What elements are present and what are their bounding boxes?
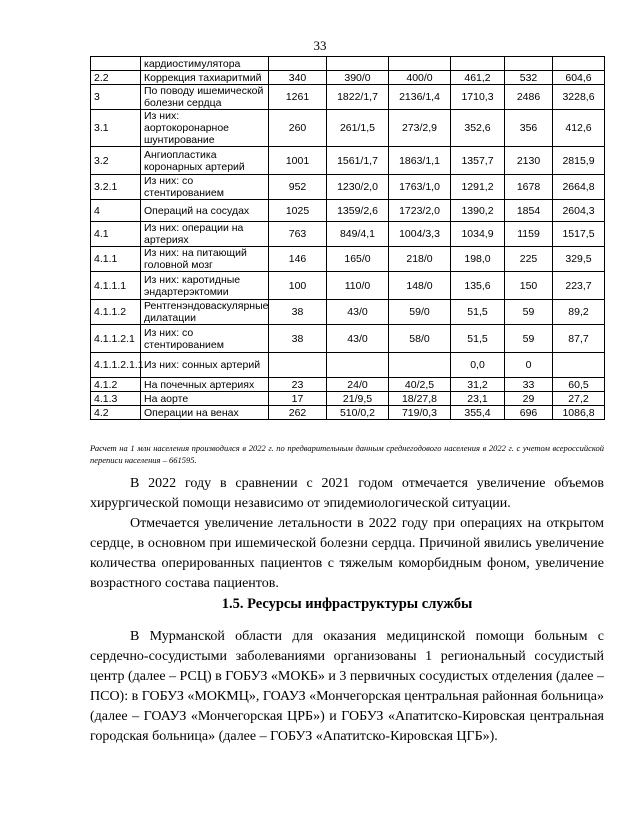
table-cell-c3: 400/0: [389, 71, 451, 85]
table-row: [91, 300, 605, 325]
paragraph-mortality: Отмечается увеличение летальности в 2022 году при операциях на открытом сердце, в основном при ишемической болезни сердца. Причиной явились увеличение количества оперированных пациентов с тяжелым коморбидным фоном, увеличение возрастного состава пациентов.: [90, 516, 604, 591]
table-cell-code: 4.1.3: [91, 392, 141, 406]
table-cell-c4: 51,5: [451, 300, 505, 325]
table-cell-c5: 532: [505, 71, 553, 85]
table-cell-name: Рентгенэндоваскулярные дилатации: [141, 300, 269, 325]
table-cell-code: 4.1.1.2.1: [91, 325, 141, 353]
table-row: [91, 378, 605, 392]
table-cell-name: Из них: на питающий головной мозг: [141, 247, 269, 272]
table-row: [91, 353, 605, 378]
table-cell-c1: 340: [269, 71, 327, 85]
table-cell-code: 4.2: [91, 406, 141, 420]
table-cell-c1: [269, 57, 327, 71]
table-cell-c4: 1034,9: [451, 222, 505, 247]
table-cell-c4: [451, 57, 505, 71]
table-cell-c5: 696: [505, 406, 553, 420]
table-cell-c5: 225: [505, 247, 553, 272]
table-cell-c4: 198,0: [451, 247, 505, 272]
table-row: [91, 222, 605, 247]
table-cell-name: На почечных артериях: [141, 378, 269, 392]
table-cell-code: 4.1.2: [91, 378, 141, 392]
table-cell-c2: 510/0,2: [327, 406, 389, 420]
table-cell-c5: 33: [505, 378, 553, 392]
table-cell-c1: 1025: [269, 200, 327, 222]
table-row: [91, 200, 605, 222]
table-cell-c1: [269, 353, 327, 378]
table-cell-c5: 59: [505, 325, 553, 353]
table-cell-c6: 2604,3: [553, 200, 605, 222]
table-cell-code: 4.1.1.2.1.1: [91, 353, 141, 378]
table-cell-code: 2.2: [91, 71, 141, 85]
table-cell-c4: 1710,3: [451, 85, 505, 110]
table-cell-code: 4.1.1.1: [91, 272, 141, 300]
table-cell-c2: 261/1,5: [327, 110, 389, 147]
table-cell-c3: 58/0: [389, 325, 451, 353]
table-cell-c2: 110/0: [327, 272, 389, 300]
table-cell-c5: 29: [505, 392, 553, 406]
table-cell-c4: 23,1: [451, 392, 505, 406]
table-cell-c1: 17: [269, 392, 327, 406]
table-cell-c4: 31,2: [451, 378, 505, 392]
table-row: [91, 325, 605, 353]
paragraph-volume-increase: В 2022 году в сравнении с 2021 годом отмечается увеличение объемов хирургической помощи независимо от эпидемиологической ситуации.: [90, 476, 604, 511]
table-cell-c6: 329,5: [553, 247, 605, 272]
table-cell-c4: 1390,2: [451, 200, 505, 222]
table-cell-code: 4: [91, 200, 141, 222]
table-row: [91, 57, 605, 71]
table-cell-c1: 1001: [269, 147, 327, 175]
table-cell-c5: 0: [505, 353, 553, 378]
table-cell-code: [91, 57, 141, 71]
table-cell-c2: 1822/1,7: [327, 85, 389, 110]
table-cell-c5: 150: [505, 272, 553, 300]
table-cell-c2: 849/4,1: [327, 222, 389, 247]
table-cell-c2: [327, 353, 389, 378]
paragraph-infrastructure: В Мурманской области для оказания медицинской помощи больным с сердечно-сосудистыми заболеваниями организованы 1 региональный сосудистый центр (далее – РСЦ) в ГОБУЗ «МОКБ» и 3 первичных сосудистых отделения (далее – ПСО): в ГОБУЗ «МОКМЦ», ГОАУЗ «Мончегорская центральная районная больница» (далее – ГОАУЗ «Мончегорская ЦРБ») и ГОБУЗ «Апатитско-Кировская центральная городская больница» (далее – ГОБУЗ «Апатитско-Кировская ЦГБ»).: [90, 629, 604, 744]
table-cell-c6: 1517,5: [553, 222, 605, 247]
table-row: [91, 406, 605, 420]
table-cell-c2: 21/9,5: [327, 392, 389, 406]
table-cell-c3: 1863/1,1: [389, 147, 451, 175]
table-row: [91, 175, 605, 200]
table-cell-c3: 273/2,9: [389, 110, 451, 147]
table-cell-name: Из них: со стентированием: [141, 175, 269, 200]
table-cell-name: На аорте: [141, 392, 269, 406]
table-cell-c5: 2486: [505, 85, 553, 110]
table-cell-c1: 38: [269, 300, 327, 325]
table-cell-c4: 352,6: [451, 110, 505, 147]
table-cell-c3: 1723/2,0: [389, 200, 451, 222]
table-cell-c5: 59: [505, 300, 553, 325]
table-cell-name: По поводу ишемической болезни сердца: [141, 85, 269, 110]
table-cell-c1: 100: [269, 272, 327, 300]
table-cell-c1: 763: [269, 222, 327, 247]
table-cell-c1: 1261: [269, 85, 327, 110]
table-cell-c2: 43/0: [327, 325, 389, 353]
table-cell-c2: 1561/1,7: [327, 147, 389, 175]
table-cell-c3: 719/0,3: [389, 406, 451, 420]
table-cell-name: Из них: операции на артериях: [141, 222, 269, 247]
table-cell-name: Операций на сосудах: [141, 200, 269, 222]
table-cell-c2: 1359/2,6: [327, 200, 389, 222]
table-cell-c1: 260: [269, 110, 327, 147]
table-cell-name: Операции на венах: [141, 406, 269, 420]
table-cell-name: Из них: аортокоронарное шунтирование: [141, 110, 269, 147]
table-cell-c1: 262: [269, 406, 327, 420]
table-cell-c4: 461,2: [451, 71, 505, 85]
table-cell-c5: 356: [505, 110, 553, 147]
table-row: [91, 71, 605, 85]
table-cell-c6: 87,7: [553, 325, 605, 353]
table-row: [91, 272, 605, 300]
table-cell-c2: 165/0: [327, 247, 389, 272]
table-cell-name: кардиостимулятора: [141, 57, 269, 71]
table-cell-c4: 1291,2: [451, 175, 505, 200]
table-cell-c3: [389, 57, 451, 71]
table-cell-code: 4.1.1: [91, 247, 141, 272]
table-cell-c6: 604,6: [553, 71, 605, 85]
table-cell-code: 4.1.1.2: [91, 300, 141, 325]
table-cell-c6: 89,2: [553, 300, 605, 325]
table-cell-c4: 51,5: [451, 325, 505, 353]
surgery-statistics-table: [90, 56, 605, 420]
table-cell-c6: 3228,6: [553, 85, 605, 110]
table-cell-c6: 60,5: [553, 378, 605, 392]
table-cell-c5: 1678: [505, 175, 553, 200]
table-cell-code: 4.1: [91, 222, 141, 247]
table-cell-c3: 1763/1,0: [389, 175, 451, 200]
table-cell-name: Коррекция тахиаритмий: [141, 71, 269, 85]
table-cell-c1: 38: [269, 325, 327, 353]
table-cell-code: 3.2: [91, 147, 141, 175]
table-cell-name: Из них: каротидные эндартерэктомии: [141, 272, 269, 300]
table-cell-c2: 24/0: [327, 378, 389, 392]
table-cell-c2: 1230/2,0: [327, 175, 389, 200]
table-cell-c4: 355,4: [451, 406, 505, 420]
table-row: [91, 392, 605, 406]
table-cell-c6: 1086,8: [553, 406, 605, 420]
table-cell-c2: 43/0: [327, 300, 389, 325]
section-heading: 1.5. Ресурсы инфраструктуры службы: [221, 596, 473, 612]
table-cell-c5: [505, 57, 553, 71]
table-cell-c3: 1004/3,3: [389, 222, 451, 247]
table-cell-c4: 1357,7: [451, 147, 505, 175]
table-cell-c3: 2136/1,4: [389, 85, 451, 110]
table-cell-c3: 18/27,8: [389, 392, 451, 406]
table-row: [91, 147, 605, 175]
table-cell-c4: 0,0: [451, 353, 505, 378]
table-cell-c6: 27,2: [553, 392, 605, 406]
table-cell-c6: 223,7: [553, 272, 605, 300]
table-cell-c6: 2664,8: [553, 175, 605, 200]
table-cell-name: Ангиопластика коронарных артерий: [141, 147, 269, 175]
table-cell-c1: 146: [269, 247, 327, 272]
page-number: 33: [313, 38, 327, 53]
table-cell-c6: [553, 57, 605, 71]
table-cell-c6: 412,6: [553, 110, 605, 147]
table-cell-c3: 40/2,5: [389, 378, 451, 392]
table-cell-code: 3: [91, 85, 141, 110]
table-cell-code: 3.2.1: [91, 175, 141, 200]
table-cell-c1: 23: [269, 378, 327, 392]
table-cell-c2: 390/0: [327, 71, 389, 85]
table-cell-c2: [327, 57, 389, 71]
table-cell-c4: 135,6: [451, 272, 505, 300]
table-cell-c3: [389, 353, 451, 378]
table-cell-c3: 59/0: [389, 300, 451, 325]
table-row: [91, 85, 605, 110]
table-footnote: Расчет на 1 млн населения производился в 2022 г. по предварительным данным среднегодового населения в 2022 г. с учетом всероссийской переписи населения – 661595.: [90, 443, 604, 465]
table-cell-c3: 148/0: [389, 272, 451, 300]
table-cell-name: Из них: сонных артерий: [141, 353, 269, 378]
table-cell-c5: 2130: [505, 147, 553, 175]
table-cell-c3: 218/0: [389, 247, 451, 272]
table-cell-c6: [553, 353, 605, 378]
table-cell-c5: 1854: [505, 200, 553, 222]
table-row: [91, 247, 605, 272]
table-cell-code: 3.1: [91, 110, 141, 147]
table-cell-c6: 2815,9: [553, 147, 605, 175]
table-row: [91, 110, 605, 147]
table-cell-c5: 1159: [505, 222, 553, 247]
table-cell-name: Из них: со стентированием: [141, 325, 269, 353]
table-cell-c1: 952: [269, 175, 327, 200]
